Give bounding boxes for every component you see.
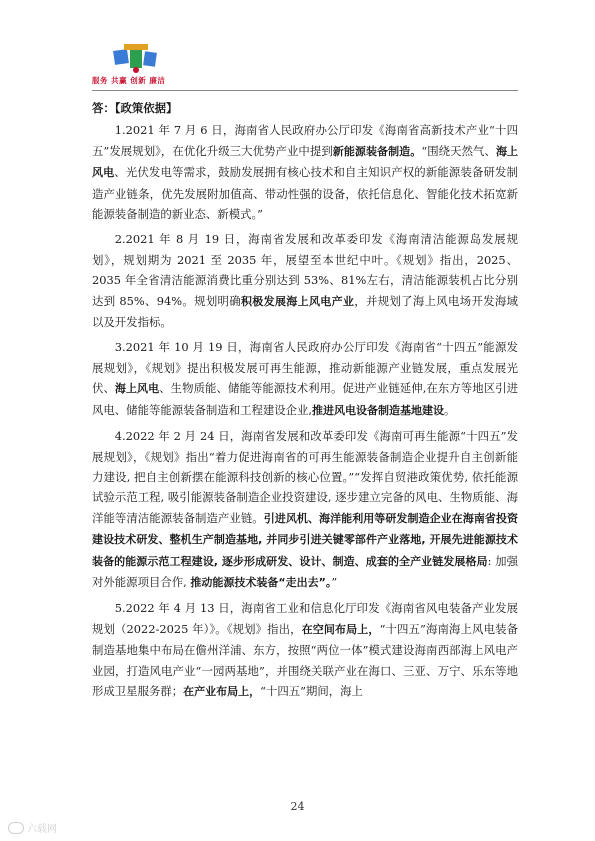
text-run: ” [331,574,338,589]
logo-slogan: 服务 共赢 创新 廉洁 [92,76,166,85]
text-run: 。 [444,402,456,417]
bold-text: 引进风机、海洋能利用等研发制造企业在海南省投资建设技术研发、整机生产制造基地, 并同步引进关键零部件产业落地, 开展先进能源技术装备的能源示范工程建设, 逐步形成研发、设计、制造、成套的全产业链发展格局 [92,511,518,568]
text-run: 1.2021 年 7 月 6 日，海南省人民政府办公厅印发《海南省高新技术产业“十四五”发展规划》，在优化升级三大优势产业中提到 [92,123,518,158]
document-body [92,98,518,707]
paragraph-list [92,120,518,702]
text-run: 、生物质能、储能等能源技术利用。促进产业链延伸,在东方等地区引进风电、储能等能源装备制造和工程建设企业, [92,381,519,417]
bold-text: 海上风电 [92,144,519,180]
section-heading: 答：【政策依据】 [92,101,178,115]
text-run: “十四五”期间，海上 [260,683,363,698]
bold-text: 积极发展海上风电产业 [240,294,355,308]
paragraph [92,120,518,224]
company-logo-icon [110,42,162,76]
text-run: ，并规划了海上风电场开发海域以及开发指标。 [92,293,518,330]
header-divider [92,90,518,91]
bold-text: 推动能源技术装备“走出去”。 [190,575,332,589]
text-run: 4.2022 年 2 月 24 日，海南省发展和改革委印发《海南可再生能源“十四五”发展规划》，《规划》指出“着力促进海南省的可再生能源装备制造企业提升自主创新能力建设, 把自主创新摆在能源科技创新的核心位置。”“发挥自贸港政策优势, 依托能源试验示范工程, 吸引能源装备制造企业投资建设, 逐步建立完备的风电、生物质能、海洋能等清洁能源装备制造产业链。 [92,429,518,525]
paragraph [92,337,518,421]
bold-text: 推进风电设备制造基地建设 [312,403,445,417]
page-number: 24 [290,800,305,813]
text-run: 3.2021 年 10 月 19 日，海南省人民政府办公厅印发《海南省“十四五”能源发展规划》，《规划》提出积极发展可再生能源，推动新能源产业链发展，重点发展光伏、 [92,340,518,396]
text-run: “围绕天然气、 [421,143,496,158]
paragraph [92,229,518,332]
text-run: 2.2021 年 8 月 19 日，海南省发展和改革委印发《海南清洁能源岛发展规划》，规划期为 2021 至 2035 年，展望至本世纪中叶。《规划》指出，2025、2035 年全省清洁能源消费比重分别达到 53%、81%左右，清洁能源装机占比分别达到 85%、94%。规划明确 [92,232,518,308]
text-run: 5.2022 年 4 月 13 日，海南省工业和信息化厅印发《海南省风电装备产业发展规划（2022-2025 年）》。《规划》指出， [92,601,518,636]
text-run: : 加强对外能源项目合作, [92,553,518,589]
bold-text: 海上风电 [114,382,160,396]
paragraph [92,598,518,702]
header-logo [92,42,182,88]
bold-text: 新能源装备制造。 [332,144,422,158]
text-run: “十四五”海南海上风电装备制造基地集中布局在儋州洋浦、东方，按照“两位一体”模式建设海南西部海上风电产业园，打造风电产业“一园两基地”，并围绕关联产业在海口、三亚、万宁、乐东等地形成卫星服务群； [92,621,518,698]
bold-text: 在空间布局上， [301,622,380,636]
watermark-icon [8,822,24,834]
watermark [8,820,57,835]
text-run: 、光伏发电等需求，鼓励发展拥有核心技术和自主知识产权的新能源装备研发制造产业链条，优先发展附加值高、带动性强的设备，依托信息化、智能化技术拓宽新能源装备制造的新业态、新模式。” [92,165,518,222]
paragraph [92,426,518,593]
watermark-text: 六载网 [27,824,57,835]
bold-text: 在产业布局上， [183,684,261,698]
